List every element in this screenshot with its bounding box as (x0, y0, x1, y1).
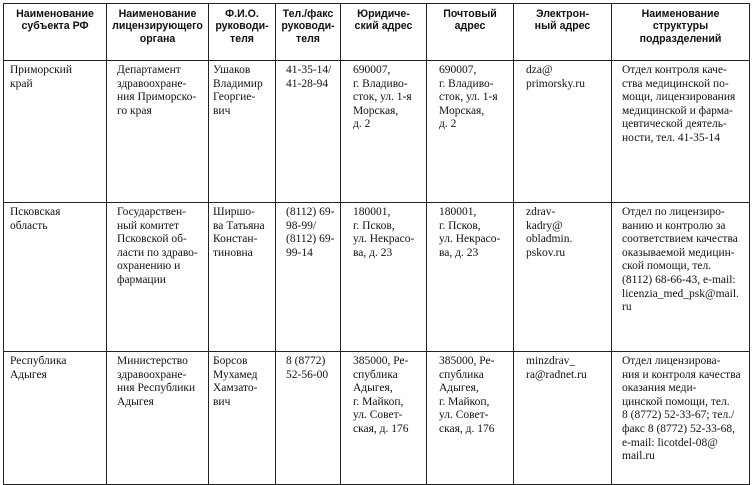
cell-department: Отдел по лицензиро- ванию и контролю за соответствием качества оказываемой медицин- ской помощи, тел. (8112) 68-66-43, e-mail: licenzia_med_psk@mail. ru (612, 203, 750, 352)
cell-region: Приморский край (4, 61, 107, 203)
cell-legal-address: 180001, г. Псков, ул. Некрасо- ва, д. 23 (341, 203, 427, 352)
cell-phone-fax: 8 (8772) 52-56-00 (276, 352, 341, 485)
header-department: Наименование структуры подразделений (612, 4, 750, 61)
header-legal-address: Юридиче- ский адрес (341, 4, 427, 61)
cell-licensing-organ: Министерство здравоохране- ния Республики Адыгея (107, 352, 209, 485)
header-email: Электрон- ный адрес (514, 4, 612, 61)
cell-email: zdrav- kadry@ obladmin. pskov.ru (514, 203, 612, 352)
cell-head-name: Ширшо- ва Татьяна Констан- тиновна (209, 203, 276, 352)
cell-email: minzdrav_ ra@radnet.ru (514, 352, 612, 485)
table-header-row (4, 4, 750, 61)
table-row (4, 61, 750, 203)
document-page (3, 3, 750, 485)
cell-legal-address: 385000, Ре- спублика Адыгея, г. Майкоп, ул. Совет- ская, д. 176 (341, 352, 427, 485)
cell-postal-address: 690007, г. Владиво- сток, ул. 1-я Морская, д. 2 (427, 61, 514, 203)
cell-department: Отдел лицензирова- ния и контроля качества оказания меди- цинской помощи, тел. 8 (8772) 52-33-67; тел./ факс 8 (8772) 52-33-68, e-mail: licotdel-08@ mail.ru (612, 352, 750, 485)
header-phone-fax: Тел./факс руководи- теля (276, 4, 341, 61)
cell-phone-fax: 41-35-14/ 41-28-94 (276, 61, 341, 203)
cell-head-name: Борсов Мухамед Хамзато- вич (209, 352, 276, 485)
cell-licensing-organ: Департамент здравоохране- ния Приморско- го края (107, 61, 209, 203)
cell-head-name: Ушаков Владимир Георгие- вич (209, 61, 276, 203)
cell-phone-fax: (8112) 69- 98-99/ (8112) 69- 99-14 (276, 203, 341, 352)
cell-postal-address: 385000, Ре- спублика Адыгея, г. Майкоп, ул. Совет- ская, д. 176 (427, 352, 514, 485)
cell-licensing-organ: Государствен- ный комитет Псковской об- ласти по здраво- охранению и фармации (107, 203, 209, 352)
cell-email: dza@ primorsky.ru (514, 61, 612, 203)
cell-legal-address: 690007, г. Владиво- сток, ул. 1-я Морская, д. 2 (341, 61, 427, 203)
header-head-name: Ф.И.О. руководи- теля (209, 4, 276, 61)
licensing-bodies-table (3, 3, 750, 485)
cell-department: Отдел контроля каче- ства медицинской по- мощи, лицензирования медицинской и фарма- цевтической деятель- ности, тел. 41-35-14 (612, 61, 750, 203)
cell-region: Псковская область (4, 203, 107, 352)
table-row (4, 352, 750, 485)
header-licensing-organ: Наименование лицензирующего органа (107, 4, 209, 61)
cell-postal-address: 180001, г. Псков, ул. Некрасо- ва, д. 23 (427, 203, 514, 352)
header-region: Наименование субъекта РФ (4, 4, 107, 61)
cell-region: Республика Адыгея (4, 352, 107, 485)
table-row (4, 203, 750, 352)
header-postal-address: Почтовый адрес (427, 4, 514, 61)
